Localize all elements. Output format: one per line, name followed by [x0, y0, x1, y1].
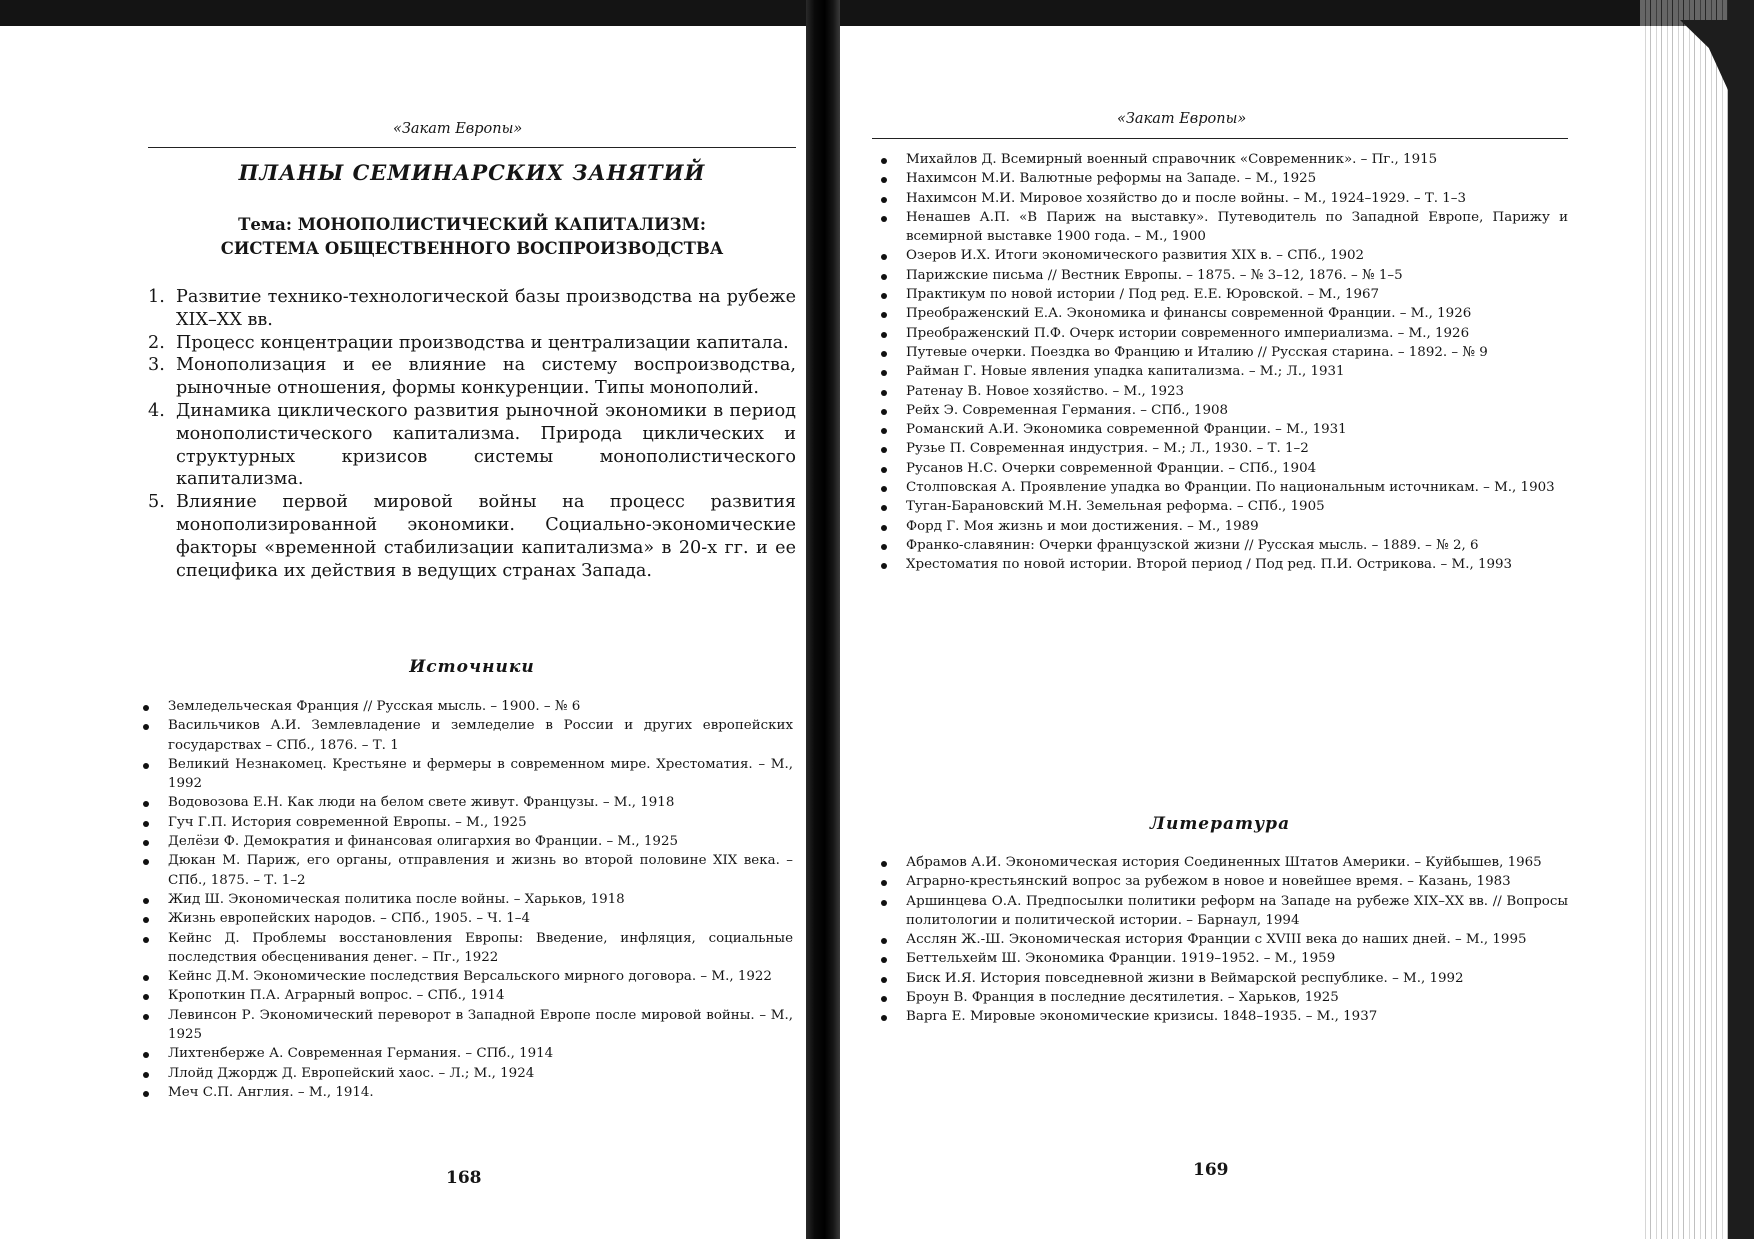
list-item: Беттельхейм Ш. Экономика Франции. 1919–1952. – М., 1959	[878, 949, 1568, 968]
plan-item: 1. Развитие технико-технологической базы производства на рубеже XIX–XX вв.	[148, 287, 796, 330]
list-item: Жид Ш. Экономическая политика после войны. – Харьков, 1918	[140, 890, 793, 909]
plan-item: 2. Процесс концентрации производства и централизации капитала.	[148, 332, 789, 353]
list-item: Форд Г. Моя жизнь и мои достижения. – М., 1989	[878, 517, 1568, 536]
left-page	[0, 0, 806, 1239]
scan-right-border	[1728, 0, 1754, 1239]
list-item: Васильчиков А.И. Землевладение и земледелие в России и других европейских государствах – СПб., 1876. – Т. 1	[140, 716, 793, 755]
list-item: Ллойд Джордж Д. Европейский хаос. – Л.; М., 1924	[140, 1064, 793, 1083]
page-number-left: 168	[446, 1168, 482, 1188]
theme-line-2: СИСТЕМА ОБЩЕСТВЕННОГО ВОСПРОИЗВОДСТВА	[220, 239, 724, 258]
list-item: Кейнс Д.М. Экономические последствия Версальского мирного договора. – М., 1922	[140, 967, 793, 986]
list-item: Земледельческая Франция // Русская мысль. – 1900. – № 6	[140, 697, 793, 716]
list-item: Броун В. Франция в последние десятилетия. – Харьков, 1925	[878, 988, 1568, 1007]
literature-list	[878, 853, 1568, 1027]
page-number-right: 169	[1193, 1160, 1229, 1180]
list-item: Делёзи Ф. Демократия и финансовая олигархия во Франции. – М., 1925	[140, 832, 793, 851]
list-item: Русанов Н.С. Очерки современной Франции. – СПб., 1904	[878, 459, 1568, 478]
literature-heading: Литература	[1149, 814, 1291, 834]
list-item: Франко-славянин: Очерки французской жизни // Русская мысль. – 1889. – № 2, 6	[878, 536, 1568, 555]
list-item: Ратенау В. Новое хозяйство. – М., 1923	[878, 382, 1568, 401]
list-item: Парижские письма // Вестник Европы. – 1875. – № 3–12, 1876. – № 1–5	[878, 266, 1568, 285]
list-item: Варга Е. Мировые экономические кризисы. 1848–1935. – М., 1937	[878, 1007, 1568, 1026]
list-item: Великий Незнакомец. Крестьяне и фермеры в современном мире. Хрестоматия. – М., 1992	[140, 755, 793, 794]
list-item: Рейх Э. Современная Германия. – СПб., 1908	[878, 401, 1568, 420]
list-item: Нахимсон М.И. Валютные реформы на Западе. – М., 1925	[878, 169, 1568, 188]
list-item: Преображенский Е.А. Экономика и финансы современной Франции. – М., 1926	[878, 304, 1568, 323]
list-item: Аршинцева О.А. Предпосылки политики реформ на Западе на рубеже XIX–XX вв. // Вопросы политологии и политической истории. – Барнаул, 1994	[878, 892, 1568, 931]
header-rule-right	[872, 138, 1568, 139]
list-item: Преображенский П.Ф. Очерк истории современного империализма. – М., 1926	[878, 324, 1568, 343]
theme-line-1: Тема: МОНОПОЛИСТИЧЕСКИЙ КАПИТАЛИЗМ:	[238, 215, 706, 234]
sources-heading: Источники	[409, 657, 535, 677]
list-item: Практикум по новой истории / Под ред. Е.Е. Юровской. – М., 1967	[878, 285, 1568, 304]
book-gutter	[806, 0, 840, 1239]
list-item: Кропоткин П.А. Аграрный вопрос. – СПб., 1914	[140, 986, 793, 1005]
list-item: Райман Г. Новые явления упадка капитализма. – М.; Л., 1931	[878, 362, 1568, 381]
list-item: Асслян Ж.-Ш. Экономическая история Франции с XVIII века до наших дней. – М., 1995	[878, 930, 1568, 949]
list-item: Михайлов Д. Всемирный военный справочник «Современник». – Пг., 1915	[878, 150, 1568, 169]
list-item: Водовозова Е.Н. Как люди на белом свете живут. Французы. – М., 1918	[140, 793, 793, 812]
seminar-plan-list	[148, 286, 796, 582]
list-item: Путевые очерки. Поездка во Францию и Италию // Русская старина. – 1892. – № 9	[878, 343, 1568, 362]
list-item: Жизнь европейских народов. – СПб., 1905. – Ч. 1–4	[140, 909, 793, 928]
sources-list	[140, 697, 793, 1102]
list-item: Рузье П. Современная индустрия. – М.; Л., 1930. – Т. 1–2	[878, 439, 1568, 458]
list-item: Биск И.Я. История повседневной жизни в Веймарской республике. – М., 1992	[878, 969, 1568, 988]
list-item: Лихтенберже А. Современная Германия. – СПб., 1914	[140, 1044, 793, 1063]
running-head-left: «Закат Европы»	[393, 121, 523, 137]
list-item: Аграрно-крестьянский вопрос за рубежом в новое и новейшее время. – Казань, 1983	[878, 872, 1568, 891]
list-item: Туган-Барановский М.Н. Земельная реформа. – СПб., 1905	[878, 497, 1568, 516]
list-item: Гуч Г.П. История современной Европы. – М., 1925	[140, 813, 793, 832]
list-item: Дюкан М. Париж, его органы, отправления и жизнь во второй половине XIX века. – СПб., 1875. – Т. 1–2	[140, 851, 793, 890]
running-head-right: «Закат Европы»	[1117, 111, 1247, 127]
page-title: ПЛАНЫ СЕМИНАРСКИХ ЗАНЯТИЙ	[238, 160, 706, 185]
list-item: Озеров И.Х. Итоги экономического развития XIX в. – СПб., 1902	[878, 246, 1568, 265]
list-item: Абрамов А.И. Экономическая история Соединенных Штатов Америки. – Куйбышев, 1965	[878, 853, 1568, 872]
list-item: Меч С.П. Англия. – М., 1914.	[140, 1083, 793, 1102]
list-item: Нахимсон М.И. Мировое хозяйство до и после войны. – М., 1924–1929. – Т. 1–3	[878, 189, 1568, 208]
list-item: Романский А.И. Экономика современной Франции. – М., 1931	[878, 420, 1568, 439]
sources-continued-list	[878, 150, 1568, 575]
right-page	[840, 0, 1640, 1239]
header-rule-left	[148, 147, 796, 148]
list-item: Столповская А. Проявление упадка во Франции. По национальным источникам. – М., 1903	[878, 478, 1568, 497]
list-item: Левинсон Р. Экономический переворот в Западной Европе после мировой войны. – М., 1925	[140, 1006, 793, 1045]
plan-item: 3. Монополизация и ее влияние на систему воспроизводства, рыночные отношения, формы конкуренции. Типы монополий.	[148, 355, 796, 399]
plan-item: 5. Влияние первой мировой войны на процесс развития монополизированной экономики. Социально-экономические факторы «временной стабилизации капитализма» в 20-х гг. и ее специфика их действия в ведущих странах Запада.	[148, 492, 796, 581]
plan-item: 4. Динамика циклического развития рыночной экономики в период монополистического капитализма. Природа циклических и структурных кризисов системы монополистического капитализма.	[148, 400, 796, 490]
list-item: Кейнс Д. Проблемы восстановления Европы: Введение, инфляция, социальные последствия обесценивания денег. – Пг., 1922	[140, 929, 793, 968]
list-item: Ненашев А.П. «В Париж на выставку». Путеводитель по Западной Европе, Парижу и всемирной выставке 1900 года. – М., 1900	[878, 208, 1568, 247]
list-item: Хрестоматия по новой истории. Второй период / Под ред. П.И. Острикова. – М., 1993	[878, 555, 1568, 574]
